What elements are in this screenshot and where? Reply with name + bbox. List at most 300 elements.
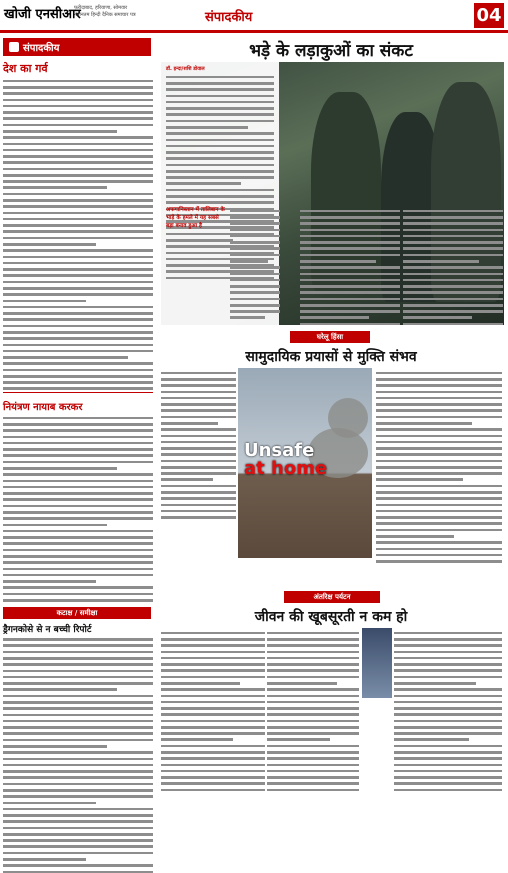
text-line-placeholder xyxy=(403,291,503,294)
middle-column-text xyxy=(230,206,280,326)
text-line-placeholder xyxy=(376,535,454,538)
text-line-placeholder xyxy=(300,216,400,219)
text-line-placeholder xyxy=(3,180,153,183)
text-line-placeholder xyxy=(403,216,503,219)
masthead xyxy=(0,0,508,33)
text-line-placeholder xyxy=(267,676,359,679)
text-line-placeholder xyxy=(3,670,153,673)
text-line-placeholder xyxy=(376,416,502,419)
text-line-placeholder xyxy=(166,88,274,91)
text-line-placeholder xyxy=(376,391,502,394)
text-line-placeholder xyxy=(394,682,476,685)
text-line-placeholder xyxy=(3,212,153,215)
text-line-placeholder xyxy=(394,707,502,710)
text-line-placeholder xyxy=(3,124,153,127)
text-line-placeholder xyxy=(3,331,153,334)
masthead-meta-line-1: फरीदाबाद, हरियाणा, सोमवार xyxy=(74,5,128,11)
text-line-placeholder xyxy=(3,695,153,698)
astronaut-photo xyxy=(362,628,392,698)
text-line-placeholder xyxy=(166,189,274,192)
text-line-placeholder xyxy=(3,739,153,742)
text-line-placeholder xyxy=(161,491,236,494)
text-line-placeholder xyxy=(3,205,153,208)
text-line-placeholder xyxy=(267,644,359,647)
text-line-placeholder xyxy=(3,555,153,558)
text-line-placeholder xyxy=(3,542,153,545)
text-line-placeholder xyxy=(394,644,502,647)
text-line-placeholder xyxy=(3,864,153,867)
text-line-placeholder xyxy=(161,707,265,710)
text-line-placeholder xyxy=(3,423,153,426)
text-line-placeholder xyxy=(3,105,153,108)
domestic-violence-text-right xyxy=(376,368,502,568)
text-line-placeholder xyxy=(3,802,96,805)
text-line-placeholder xyxy=(267,770,359,773)
text-line-placeholder xyxy=(376,428,502,431)
text-line-placeholder xyxy=(376,491,502,494)
text-line-placeholder xyxy=(161,669,265,672)
text-line-placeholder xyxy=(161,391,236,394)
text-line-placeholder xyxy=(161,789,265,792)
text-line-placeholder xyxy=(376,510,502,513)
text-line-placeholder xyxy=(166,195,274,198)
text-line-placeholder xyxy=(161,720,265,723)
text-line-placeholder xyxy=(376,453,502,456)
text-line-placeholder xyxy=(3,356,128,359)
left-body-2 xyxy=(3,417,153,602)
text-line-placeholder xyxy=(394,764,502,767)
text-line-placeholder xyxy=(161,764,265,767)
text-line-placeholder xyxy=(161,397,236,400)
space-tourism-tab: अंतरिक्ष पर्यटन xyxy=(284,591,380,603)
text-line-placeholder xyxy=(267,776,359,779)
text-line-placeholder xyxy=(267,663,359,666)
text-line-placeholder xyxy=(3,858,86,861)
text-line-placeholder xyxy=(161,478,213,481)
text-line-placeholder xyxy=(300,291,400,294)
space-tourism-headline: जीवन की खूबसूरती न कम हो xyxy=(254,609,408,625)
text-line-placeholder xyxy=(267,701,359,704)
text-line-placeholder xyxy=(3,312,153,315)
text-line-placeholder xyxy=(403,247,503,250)
text-line-placeholder xyxy=(403,229,503,232)
text-line-placeholder xyxy=(300,247,400,250)
text-line-placeholder xyxy=(3,770,153,773)
text-line-placeholder xyxy=(376,529,502,532)
text-line-placeholder xyxy=(3,682,153,685)
domestic-violence-headline: सामुदायिक प्रयासों से मुक्ति संभव xyxy=(245,349,417,365)
text-line-placeholder xyxy=(376,378,502,381)
text-line-placeholder xyxy=(403,235,503,238)
text-line-placeholder xyxy=(376,497,502,500)
text-line-placeholder xyxy=(3,599,153,602)
text-line-placeholder xyxy=(3,429,153,432)
text-line-placeholder xyxy=(376,435,502,438)
text-line-placeholder xyxy=(3,237,153,240)
text-line-placeholder xyxy=(3,149,153,152)
text-line-placeholder xyxy=(300,210,400,213)
text-line-placeholder xyxy=(267,638,359,641)
text-line-placeholder xyxy=(230,279,280,282)
left-tab-2: कटाक्ष / समीक्षा xyxy=(3,607,151,619)
text-line-placeholder xyxy=(376,541,502,544)
text-line-placeholder xyxy=(403,260,479,263)
text-line-placeholder xyxy=(230,285,280,288)
text-line-placeholder xyxy=(403,210,503,213)
text-line-placeholder xyxy=(3,362,153,365)
text-line-placeholder xyxy=(161,695,265,698)
text-line-placeholder xyxy=(230,229,280,232)
text-line-placeholder xyxy=(3,467,117,470)
text-line-placeholder xyxy=(267,782,359,785)
text-line-placeholder xyxy=(300,254,400,257)
text-line-placeholder xyxy=(3,99,153,102)
text-line-placeholder xyxy=(3,574,153,577)
text-line-placeholder xyxy=(161,403,236,406)
text-line-placeholder xyxy=(3,80,153,83)
text-line-placeholder xyxy=(394,676,502,679)
text-line-placeholder xyxy=(3,442,153,445)
text-line-placeholder xyxy=(166,170,274,173)
text-line-placeholder xyxy=(230,210,280,213)
left-body-3 xyxy=(3,638,153,873)
text-line-placeholder xyxy=(3,536,153,539)
newspaper-logo: खोजी एनसीआर xyxy=(4,7,81,22)
text-line-placeholder xyxy=(161,378,236,381)
text-line-placeholder xyxy=(3,530,153,533)
text-line-placeholder xyxy=(300,310,400,313)
text-line-placeholder xyxy=(403,285,503,288)
text-line-placeholder xyxy=(3,436,153,439)
text-line-placeholder xyxy=(161,472,236,475)
editorial-tab-label: संपादकीय xyxy=(23,43,60,54)
text-line-placeholder xyxy=(161,485,236,488)
text-line-placeholder xyxy=(3,186,107,189)
text-line-placeholder xyxy=(267,707,359,710)
text-line-placeholder xyxy=(3,714,153,717)
text-line-placeholder xyxy=(394,770,502,773)
text-line-placeholder xyxy=(161,416,236,419)
text-line-placeholder xyxy=(230,247,280,250)
left-headline-3: ड्रैगनकोसे से न बच्ची रिपोर्ट xyxy=(3,624,92,635)
text-line-placeholder xyxy=(394,669,502,672)
text-line-placeholder xyxy=(3,776,153,779)
text-line-placeholder xyxy=(376,460,502,463)
text-line-placeholder xyxy=(3,293,153,296)
text-line-placeholder xyxy=(3,845,153,848)
text-line-placeholder xyxy=(300,266,400,269)
text-line-placeholder xyxy=(3,318,153,321)
text-line-placeholder xyxy=(3,325,153,328)
text-line-placeholder xyxy=(3,789,153,792)
text-line-placeholder xyxy=(300,273,400,276)
text-line-placeholder xyxy=(3,224,153,227)
text-line-placeholder xyxy=(166,101,274,104)
text-line-placeholder xyxy=(3,243,96,246)
text-line-placeholder xyxy=(394,638,502,641)
text-line-placeholder xyxy=(267,732,359,735)
text-line-placeholder xyxy=(230,216,280,219)
text-line-placeholder xyxy=(376,478,463,481)
text-line-placeholder xyxy=(300,298,400,301)
left-headline-1: देश का गर्व xyxy=(3,62,48,75)
text-line-placeholder xyxy=(161,713,265,716)
text-line-placeholder xyxy=(166,176,274,179)
left-body-1 xyxy=(3,80,153,390)
text-line-placeholder xyxy=(267,757,359,760)
text-line-placeholder xyxy=(166,182,241,185)
text-line-placeholder xyxy=(300,235,400,238)
text-line-placeholder xyxy=(267,745,359,748)
text-line-placeholder xyxy=(394,751,502,754)
text-line-placeholder xyxy=(3,580,96,583)
text-line-placeholder xyxy=(166,151,274,154)
text-line-placeholder xyxy=(300,316,369,319)
text-line-placeholder xyxy=(3,701,153,704)
text-line-placeholder xyxy=(376,422,472,425)
text-line-placeholder xyxy=(394,789,502,792)
text-line-placeholder xyxy=(3,300,86,303)
text-line-placeholder xyxy=(3,143,153,146)
text-line-placeholder xyxy=(161,770,265,773)
text-line-placeholder xyxy=(161,504,236,507)
text-line-placeholder xyxy=(376,522,502,525)
text-line-placeholder xyxy=(230,222,280,225)
text-line-placeholder xyxy=(3,387,153,390)
text-line-placeholder xyxy=(376,516,502,519)
text-line-placeholder xyxy=(230,298,280,301)
text-line-placeholder xyxy=(376,485,502,488)
text-line-placeholder xyxy=(3,306,153,309)
text-line-placeholder xyxy=(166,201,274,204)
text-line-placeholder xyxy=(267,669,359,672)
text-line-placeholder xyxy=(3,492,153,495)
text-line-placeholder xyxy=(230,235,280,238)
text-line-placeholder xyxy=(3,193,153,196)
text-line-placeholder xyxy=(300,323,400,326)
text-line-placeholder xyxy=(3,764,153,767)
text-line-placeholder xyxy=(403,241,503,244)
text-line-placeholder xyxy=(161,751,265,754)
text-line-placeholder xyxy=(376,372,502,375)
text-line-placeholder xyxy=(3,256,153,259)
masthead-meta xyxy=(74,5,136,19)
text-line-placeholder xyxy=(3,461,153,464)
text-line-placeholder xyxy=(403,304,503,307)
text-line-placeholder xyxy=(394,726,502,729)
text-line-placeholder xyxy=(394,663,502,666)
text-line-placeholder xyxy=(3,268,153,271)
text-line-placeholder xyxy=(376,472,502,475)
text-line-placeholder xyxy=(3,350,153,353)
space-text-col-1 xyxy=(161,628,265,796)
text-line-placeholder xyxy=(3,561,153,564)
text-line-placeholder xyxy=(394,651,502,654)
text-line-placeholder xyxy=(3,136,153,139)
text-line-placeholder xyxy=(394,738,469,741)
text-line-placeholder xyxy=(300,241,400,244)
text-line-placeholder xyxy=(3,218,153,221)
text-line-placeholder xyxy=(394,695,502,698)
text-line-placeholder xyxy=(3,783,153,786)
text-line-placeholder xyxy=(3,381,153,384)
text-line-placeholder xyxy=(394,632,502,635)
text-line-placeholder xyxy=(161,726,265,729)
text-line-placeholder xyxy=(376,466,502,469)
space-text-col-3 xyxy=(394,628,502,796)
text-line-placeholder xyxy=(161,782,265,785)
text-line-placeholder xyxy=(166,164,274,167)
text-line-placeholder xyxy=(3,375,153,378)
text-line-placeholder xyxy=(3,758,153,761)
text-line-placeholder xyxy=(161,745,265,748)
text-line-placeholder xyxy=(161,409,236,412)
text-line-placeholder xyxy=(267,657,359,660)
text-line-placeholder xyxy=(394,757,502,760)
text-line-placeholder xyxy=(376,384,502,387)
text-line-placeholder xyxy=(3,568,153,571)
text-line-placeholder xyxy=(394,776,502,779)
text-line-placeholder xyxy=(403,279,503,282)
text-line-placeholder xyxy=(3,852,153,855)
text-line-placeholder xyxy=(161,676,265,679)
text-line-placeholder xyxy=(166,113,274,116)
text-line-placeholder xyxy=(376,554,502,557)
text-line-placeholder xyxy=(3,644,153,647)
text-line-placeholder xyxy=(3,720,153,723)
text-line-placeholder xyxy=(161,428,236,431)
text-line-placeholder xyxy=(3,473,153,476)
text-line-placeholder xyxy=(161,638,265,641)
at-home-line: at home xyxy=(244,458,328,479)
text-line-placeholder xyxy=(3,651,153,654)
text-line-placeholder xyxy=(267,751,359,754)
text-line-placeholder xyxy=(166,76,274,79)
text-line-placeholder xyxy=(161,453,236,456)
text-line-placeholder xyxy=(376,560,502,563)
masthead-meta-line-2: नवीनतम हिन्दी दैनिक समाचार पत्र xyxy=(74,12,136,18)
page-number: 04 xyxy=(474,3,504,28)
text-line-placeholder xyxy=(3,657,153,660)
text-line-placeholder xyxy=(3,155,153,158)
text-line-placeholder xyxy=(161,516,236,519)
text-line-placeholder xyxy=(3,262,153,265)
text-line-placeholder xyxy=(3,808,153,811)
text-line-placeholder xyxy=(166,157,274,160)
text-line-placeholder xyxy=(3,274,153,277)
text-line-placeholder xyxy=(267,720,359,723)
text-line-placeholder xyxy=(3,111,153,114)
text-line-placeholder xyxy=(161,447,236,450)
text-line-placeholder xyxy=(161,441,236,444)
text-line-placeholder xyxy=(403,316,472,319)
text-line-placeholder xyxy=(403,310,503,313)
text-line-placeholder xyxy=(394,782,502,785)
text-line-placeholder xyxy=(267,738,330,741)
text-line-placeholder xyxy=(300,260,376,263)
text-line-placeholder xyxy=(3,707,153,710)
text-line-placeholder xyxy=(376,403,502,406)
text-line-placeholder xyxy=(300,279,400,282)
text-line-placeholder xyxy=(3,814,153,817)
section-title: संपादकीय xyxy=(205,10,253,25)
text-line-placeholder xyxy=(394,688,502,691)
text-line-placeholder xyxy=(166,132,274,135)
text-line-placeholder xyxy=(161,701,265,704)
text-line-placeholder xyxy=(3,505,153,508)
text-line-placeholder xyxy=(3,130,117,133)
text-line-placeholder xyxy=(3,726,153,729)
unsafe-overlay-text xyxy=(244,442,327,478)
text-line-placeholder xyxy=(403,266,503,269)
text-line-placeholder xyxy=(3,344,153,347)
text-line-placeholder xyxy=(3,833,153,836)
text-line-placeholder xyxy=(3,230,153,233)
text-line-placeholder xyxy=(161,466,236,469)
text-line-placeholder xyxy=(3,511,153,514)
text-line-placeholder xyxy=(3,524,107,527)
right-column-text-b xyxy=(403,206,503,328)
text-line-placeholder xyxy=(376,441,502,444)
text-line-placeholder xyxy=(161,732,265,735)
text-line-placeholder xyxy=(3,549,153,552)
text-line-placeholder xyxy=(267,688,359,691)
text-line-placeholder xyxy=(267,789,359,792)
text-line-placeholder xyxy=(300,222,400,225)
text-line-placeholder xyxy=(230,316,265,319)
text-line-placeholder xyxy=(376,447,502,450)
text-line-placeholder xyxy=(3,174,153,177)
text-line-placeholder xyxy=(161,651,265,654)
text-line-placeholder xyxy=(394,745,502,748)
text-line-placeholder xyxy=(394,701,502,704)
left-column xyxy=(3,38,153,798)
text-line-placeholder xyxy=(230,241,280,244)
text-line-placeholder xyxy=(3,732,153,735)
text-line-placeholder xyxy=(403,323,503,326)
pull-quote: अफगानिस्तान में तालिबान के भाड़े के हमले में यह सबसे बड़ा बनाव हुआ है xyxy=(166,207,225,229)
text-line-placeholder xyxy=(161,738,233,741)
left-headline-2: नियंत्रण नायाब करकर xyxy=(3,402,83,414)
text-line-placeholder xyxy=(267,632,359,635)
text-line-placeholder xyxy=(161,663,265,666)
main-headline: भड़े के लड़ाकुओं का संकट xyxy=(249,41,413,61)
text-line-placeholder xyxy=(166,120,274,123)
text-line-placeholder xyxy=(403,222,503,225)
text-line-placeholder xyxy=(300,304,400,307)
editorial-tab xyxy=(3,38,151,56)
text-line-placeholder xyxy=(3,417,153,420)
text-line-placeholder xyxy=(161,497,236,500)
text-line-placeholder xyxy=(3,498,153,501)
text-line-placeholder xyxy=(230,273,280,276)
text-line-placeholder xyxy=(3,281,153,284)
text-line-placeholder xyxy=(267,651,359,654)
text-line-placeholder xyxy=(3,820,153,823)
text-line-placeholder xyxy=(161,384,236,387)
text-line-placeholder xyxy=(166,82,274,85)
text-line-placeholder xyxy=(3,86,153,89)
right-column-text-a xyxy=(300,206,400,328)
text-line-placeholder xyxy=(267,695,359,698)
domestic-violence-text-left xyxy=(161,368,236,523)
byline: डॉ. इन्दा/शशि डोवाल xyxy=(166,66,205,72)
text-line-placeholder xyxy=(161,510,236,513)
text-line-placeholder xyxy=(3,92,153,95)
text-line-placeholder xyxy=(3,795,153,798)
text-line-placeholder xyxy=(161,372,236,375)
text-line-placeholder xyxy=(3,249,153,252)
